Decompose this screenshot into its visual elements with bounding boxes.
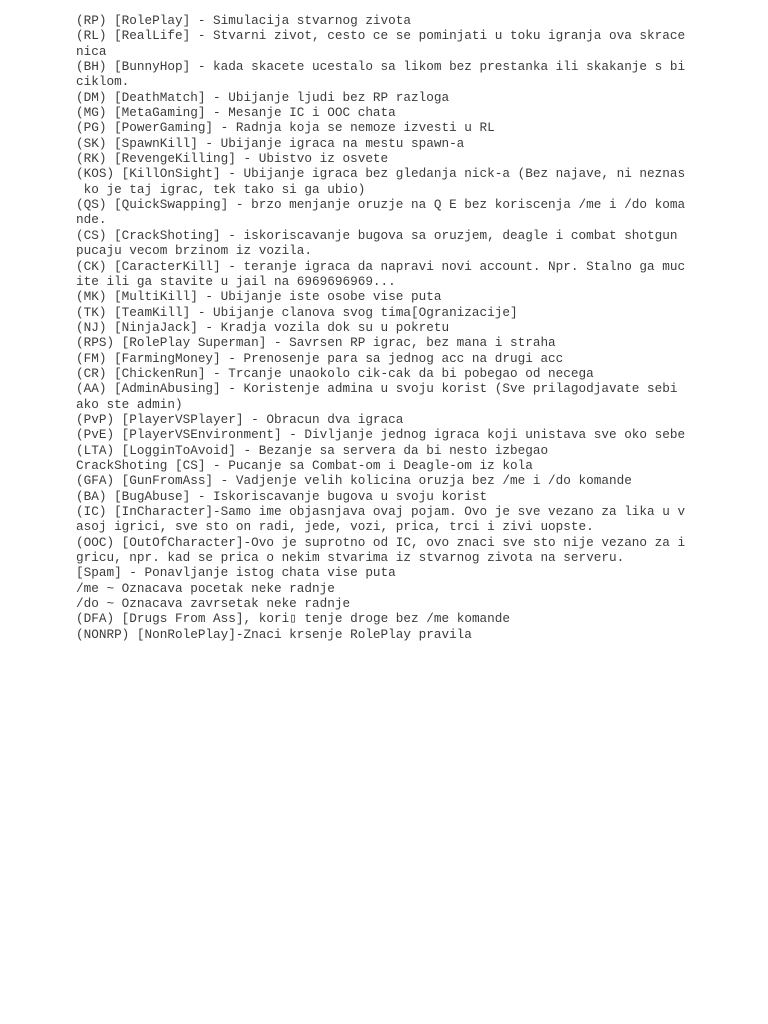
text-line: (OOC) [OutOfCharacter]-Ovo je suprotno od IC, ovo znaci sve sto nije vezano za i	[76, 534, 686, 550]
text-line: (DM) [DeathMatch] - Ubijanje ljudi bez RP razloga	[76, 89, 450, 105]
text-line: ako ste admin)	[76, 396, 183, 412]
text-line: (PvP) [PlayerVSPlayer] - Obracun dva igraca	[76, 411, 404, 427]
text-line: (CS) [CrackShoting] - iskoriscavanje bugova sa oruzjem, deagle i combat shotgun	[76, 227, 678, 243]
text-line: (GFA) [GunFromAss] - Vadjenje velih kolicina oruzja bez /me i /do komande	[76, 473, 632, 489]
text-line: (PvE) [PlayerVSEnvironment] - Divljanje jednog igraca koji unistava sve oko sebe	[76, 427, 686, 443]
text-line: ko je taj igrac, tek tako si ga ubio)	[76, 181, 366, 197]
text-line: CrackShoting [CS] - Pucanje sa Combat-om i Deagle-om iz kola	[76, 457, 533, 473]
text-line: (PG) [PowerGaming] - Radnja koja se nemoze izvesti u RL	[76, 120, 495, 136]
text-line: (IC) [InCharacter]-Samo ime objasnjava ovaj pojam. Ovo je sve vezano za lika u v	[76, 504, 686, 519]
text-line: gricu, npr. kad se prica o nekim stvarima iz stvarnog zivota na serveru.	[76, 550, 625, 566]
text-line: pucaju vecom brzinom iz vozila.	[76, 243, 313, 259]
text-line: [Spam] - Ponavljanje istog chata vise puta	[76, 565, 396, 581]
text-line: (TK) [TeamKill] - Ubijanje clanova svog tima[Ogranizacije]	[76, 304, 518, 320]
text-line: asoj igrici, sve sto on radi, jede, vozi, prica, trci i zivi uopste.	[76, 519, 594, 535]
text-line: /do ~ Oznacava zavrsetak neke radnje	[76, 596, 351, 612]
text-line: (RPS) [RolePlay Superman] - Savrsen RP igrac, bez mana i straha	[76, 335, 556, 351]
document-text	[76, 13, 686, 642]
text-line: (AA) [AdminAbusing] - Koristenje admina u svoju korist (Sve prilagodjavate sebi	[76, 381, 678, 397]
text-line: (DFA) [Drugs From Ass], kori▯ tenje droge bez /me komande	[76, 611, 511, 627]
text-line: (SK) [SpawnKill] - Ubijanje igraca na mestu spawn-a	[76, 135, 465, 151]
text-line: (MG) [MetaGaming] - Mesanje IC i OOC chata	[76, 105, 396, 121]
text-line: ciklom.	[76, 74, 130, 90]
text-line: (RP) [RolePlay] - Simulacija stvarnog zivota	[76, 13, 412, 28]
text-line: (QS) [QuickSwapping] - brzo menjanje oruzje na Q E bez koriscenja /me i /do koma	[76, 197, 686, 213]
text-line: (LTA) [LogginToAvoid] - Bezanje sa servera da bi nesto izbegao	[76, 442, 549, 458]
text-line: (CK) [CaracterKill] - teranje igraca da napravi novi account. Npr. Stalno ga muc	[76, 258, 686, 274]
text-line: (FM) [FarmingMoney] - Prenosenje para sa jednog acc na drugi acc	[76, 350, 564, 366]
text-line: (BA) [BugAbuse] - Iskoriscavanje bugova u svoju korist	[76, 488, 488, 504]
text-line: (CR) [ChickenRun] - Trcanje unaokolo cik-cak da bi pobegao od necega	[76, 365, 594, 381]
text-line: (RL) [RealLife] - Stvarni zivot, cesto ce se pominjati u toku igranja ova skrace	[76, 28, 686, 44]
text-line: (BH) [BunnyHop] - kada skacete ucestalo sa likom bez prestanka ili skakanje s bi	[76, 59, 686, 75]
text-line: (KOS) [KillOnSight] - Ubijanje igraca bez gledanja nick-a (Bez najave, ni neznas	[76, 166, 686, 182]
text-line: /me ~ Oznacava pocetak neke radnje	[76, 580, 335, 596]
text-line: nde.	[76, 212, 107, 228]
text-line: ite ili ga stavite u jail na 6969696969...	[76, 273, 396, 289]
text-line: (NJ) [NinjaJack] - Kradja vozila dok su u pokretu	[76, 319, 450, 335]
text-line: (RK) [RevengeKilling] - Ubistvo iz osvete	[76, 151, 389, 167]
text-line: nica	[76, 43, 107, 59]
text-line: (MK) [MultiKill] - Ubijanje iste osobe vise puta	[76, 289, 442, 305]
text-line: (NONRP) [NonRolePlay]-Znaci krsenje RolePlay pravila	[76, 626, 472, 642]
